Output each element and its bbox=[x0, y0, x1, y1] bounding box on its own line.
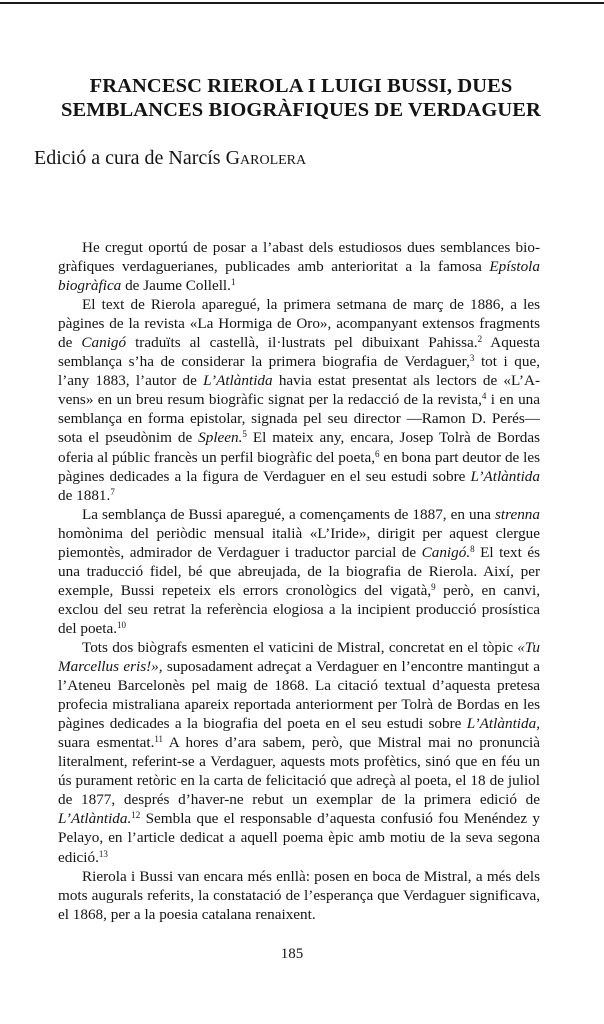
italic-text: L’Atlàntida bbox=[203, 372, 273, 390]
footnote-ref: 2 bbox=[477, 334, 483, 345]
text-run: Aquesta semblança s’ha de considerar la primera biografia de Verdaguer, bbox=[58, 334, 540, 371]
title-line-1: FRANCESC RIEROLA I LUIGI BUSSI, DUES bbox=[89, 75, 513, 97]
text-run: A hores d’ara sabem, però, que Mistral mai no pronuncià literalment, referint-se a Verdaguer, aquests mots profètics, sinó que en féu un ús purament retòric en la carta de felicitació que adreçà al poeta, el 18 de juliol de 1877, després d’haver-ne rebut un exemplar de la primera edició de bbox=[58, 734, 540, 809]
text-run: He cregut oportú de posar a l’abast dels estudiosos dues semblances biogràfiques verdaguerianes, publicades amb anterioritat a la famosa bbox=[58, 239, 540, 276]
footnote-ref: 8 bbox=[470, 543, 475, 554]
text-run: El text de Rierola aparegué, la primera setmana de març de 1886, a les pàgines de la revista «La Hormiga de Oro», acompanyant extensos fragments de bbox=[58, 296, 540, 352]
footnote-ref: 6 bbox=[375, 448, 380, 459]
top-rule bbox=[0, 2, 604, 4]
text-run: Tots dos biògrafs esmenten el vaticini de Mistral, concretat en el tòpic bbox=[82, 638, 518, 656]
italic-text: «Tu Marcellus eris!», bbox=[58, 638, 540, 676]
footnote-ref: 13 bbox=[98, 848, 108, 859]
text-run: però, en canvi, exclou del seu retrat la referència elogiosa a la incipient producció prosística del poeta. bbox=[58, 581, 540, 637]
text-run: Sembla que el responsable d’aquesta confusió fou Menéndez y Pelayo, en l’article dedicat a aquell poema èpic amb motiu de la seva segona edició. bbox=[58, 810, 540, 866]
footnote-ref: 4 bbox=[481, 391, 487, 402]
text-run: La semblança de Bussi aparegué, a començaments de 1887, en una bbox=[82, 505, 495, 523]
footnote-ref: 11 bbox=[154, 734, 164, 745]
text-run: El mateix any, encara, Josep Tolrà de Bordas oferia al públic francès un perfil biogràfic del poeta, bbox=[58, 429, 540, 466]
text-run: i en una semblança en forma epistolar, signada pel seu director —Ramon D. Perés— sota el pseudònim de bbox=[58, 391, 541, 447]
italic-text: Spleen. bbox=[198, 429, 243, 447]
paragraph bbox=[58, 867, 540, 924]
text-run: El text és una traducció fidel, bé que abreujada, de la biografia de Rierola. Així, per exemple, Bussi repeteix els errors cronològics del vigatà, bbox=[58, 543, 540, 599]
title-line-2: SEMBLANCES BIOGRÀFIQUES DE VERDAGUER bbox=[61, 99, 541, 121]
text-run: suara esmentat. bbox=[58, 734, 155, 752]
editor-prefix: Edició a cura de Narcís bbox=[34, 147, 226, 169]
text-run: suposadament adreçat a Verdaguer en l’encontre mantingut a l’Ateneu Barcelonès pel maig de 1868. La citació textual d’aquesta pretesa profecia mistraliana apareix reportada anteriorment per Tolrà de Bordas en les pàgines dedicades a la biografia del poeta en el seu estudi sobre bbox=[58, 658, 540, 733]
italic-text: L’Atlàntida. bbox=[58, 810, 132, 828]
footnote-ref: 1 bbox=[230, 277, 236, 288]
footnote-ref: 3 bbox=[469, 353, 475, 364]
text-run: homònima del periòdic mensual italià «L’Iride», dirigit per aquest clergue piemontès, admirador de Verdaguer i traductor parcial de bbox=[58, 524, 540, 561]
footnote-ref: 12 bbox=[131, 810, 141, 821]
text-run: de Jaume Collell. bbox=[121, 277, 231, 295]
italic-text: Canigó. bbox=[421, 543, 471, 561]
footnote-ref: 5 bbox=[242, 429, 247, 440]
italic-text: Epístola biogràfica bbox=[58, 258, 540, 295]
paragraph bbox=[58, 238, 540, 295]
text-run: en bona part deutor de les pàgines dedicades a la figura de Verdaguer en el seu estudi sobre bbox=[58, 448, 540, 485]
italic-text: Canigó bbox=[81, 334, 127, 352]
text-run: tot i que, l’any 1883, l’autor de bbox=[58, 353, 540, 390]
footnote-ref: 9 bbox=[431, 581, 436, 592]
footnote-ref: 10 bbox=[117, 619, 127, 630]
paragraph bbox=[58, 638, 540, 867]
italic-text: L’Atlàntida, bbox=[466, 715, 540, 733]
paragraph bbox=[58, 505, 540, 638]
italic-text: strenna bbox=[495, 505, 540, 523]
paragraph bbox=[58, 295, 540, 505]
editor-credit bbox=[34, 146, 554, 170]
editor-surname: Garolera bbox=[225, 147, 307, 169]
article-body bbox=[58, 238, 540, 924]
page-number: 185 bbox=[280, 946, 304, 962]
text-run: de 1881. bbox=[58, 486, 111, 504]
text-run: Rierola i Bussi van encara més enllà: posen en boca de Mistral, a més dels mots augurals referits, la constatació de l’esperança que Verdaguer significava, el 1868, per a la poesia catalana renaixent. bbox=[58, 867, 540, 923]
article-title bbox=[48, 74, 554, 122]
text-run: havia estat presentat als lectors de «L’Avens» en un breu resum biogràfic signat per la redacció de la revista, bbox=[58, 372, 540, 409]
footnote-ref: 7 bbox=[110, 486, 115, 497]
text-run: traduïts al castellà, il·lustrats pel dibuixant Pahissa. bbox=[126, 334, 478, 352]
italic-text: L’Atlàntida bbox=[470, 467, 540, 485]
